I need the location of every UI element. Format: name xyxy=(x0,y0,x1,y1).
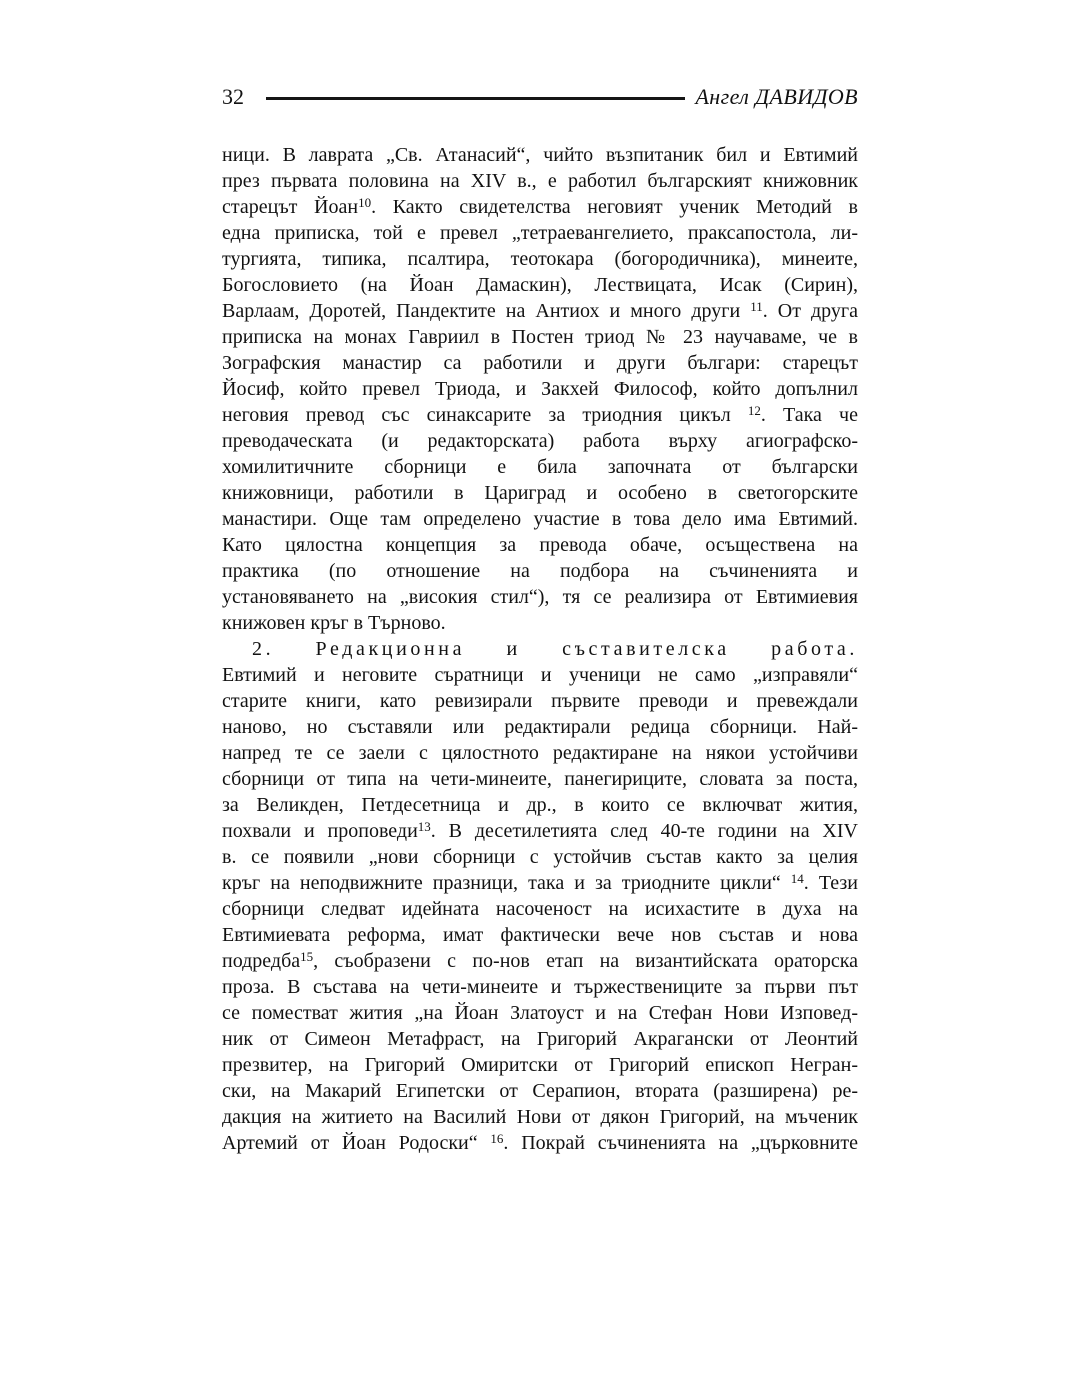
text-line: Евтимиевата реформа, имат фактически вече нов състав и нова xyxy=(222,924,858,946)
text-line: Артемий от Йоан Родоски“ $^{16}$. Покрай съчиненията на „църковните xyxy=(222,1131,858,1154)
text-line: Зографския манастир са работили и други българи: старецът xyxy=(222,352,858,374)
text-line: Варлаам, Доротей, Пандектите на Антиох и много други $^{11}$. От друга xyxy=(222,299,858,322)
text-line: преводаческата (и редакторската) работа върху агиографско- xyxy=(222,430,858,452)
header-rule xyxy=(266,97,685,100)
footnote-marker: 11 xyxy=(750,299,763,314)
running-head-author: Ангел ДАВИДОВ xyxy=(695,84,858,109)
text-line: приписка на монах Гавриил в Постен триод № 23 научаваме, че в xyxy=(222,326,858,348)
footnote-marker: 16 xyxy=(490,1131,504,1146)
text-line: наново, но съставяли или редактирали редица сборници. Най- xyxy=(222,716,858,738)
text-line: ници. В лаврата „Св. Атанасий“, чийто възпитаник бил и Евтимий xyxy=(222,144,858,166)
footnote-marker: 14 xyxy=(790,871,804,886)
text-line: хомилитичните сборници е била започната от български xyxy=(222,456,858,478)
text-line: старецът Йоан$^{10}$. Както свидетелства неговият ученик Методий в xyxy=(222,195,858,218)
text-line: манастири. Още там определено участие в това дело има Евтимий. xyxy=(222,508,858,530)
text-line: се поместват жития „на Йоан Златоуст и на Стефан Нови Изповед- xyxy=(222,1002,858,1024)
text-line: старите книги, като ревизирали първите преводи и превеждали xyxy=(222,690,858,712)
text-line: ник от Симеон Метафраст, на Григорий Акрагански от Леонтий xyxy=(222,1028,858,1050)
text-line: напред те се заели с цялостното редактиране на някои устойчиви xyxy=(222,742,858,764)
text-line: една приписка, той е превел „тетраевангелието, праксапостола, ли- xyxy=(222,222,858,244)
text-line: установяването на „високия стил“), тя се реализира от Евтимиевия xyxy=(222,586,858,608)
text-line: през първата половина на XIV в., е работил българският книжовник xyxy=(222,170,858,192)
text-line: дакция на житието на Василий Нови от дякон Григорий, на мъченик xyxy=(222,1106,858,1128)
text-line: презвитер, на Григорий Омиритски от Григорий епископ Негран- xyxy=(222,1054,858,1076)
paragraph xyxy=(222,142,858,636)
text-line: похвали и проповеди$^{13}$. В десетилетията след 40-те години на XIV xyxy=(222,819,858,842)
footnote-marker: 12 xyxy=(747,403,761,418)
footnote-marker: 15 xyxy=(300,949,314,964)
text-line: тургията, типика, псалтира, теотокара (богородичника), минеите, xyxy=(222,248,858,270)
page-number: 32 xyxy=(222,84,244,109)
section-heading-line: 2. Редакционна и съставителска работа. xyxy=(252,638,858,660)
text-line: сборници следват идейната насоченост на исихастите в духа на xyxy=(222,898,858,920)
text-line: за Великден, Петдесетница и др., в които се включват жития, xyxy=(222,794,858,816)
text-line: Йосиф, който превел Триода, и Закхей Философ, който допълнил xyxy=(222,378,858,400)
text-line: в. се появили „нови сборници с устойчив състав както за целия xyxy=(222,846,858,868)
text-line: книжовен кръг в Търново. xyxy=(222,612,446,634)
text-line: кръг на неподвижните празници, така и за триодните цикли“ $^{14}$. Тези xyxy=(222,871,858,894)
text-line: Богословието (на Йоан Дамаскин), Лествицата, Исак (Сирин), xyxy=(222,274,858,296)
text-line: Като цялостна концепция за превода обаче, осъществена на xyxy=(222,534,858,556)
footnote-marker: 10 xyxy=(358,195,372,210)
text-line: проза. В състава на чети-минеите и тържествениците за първи път xyxy=(222,976,858,998)
text-line: сборници от типа на чети-минеите, панегириците, словата за поста, xyxy=(222,768,858,790)
text-line: книжовници, работили в Цариград и особено в светогорските xyxy=(222,482,858,504)
footnote-marker: 13 xyxy=(417,819,431,834)
text-line: неговия превод със синаксарите за триодния цикъл $^{12}$. Така че xyxy=(222,403,858,426)
text-block xyxy=(222,142,858,1156)
text-line: ски, на Макарий Египетски от Серапион, втората (разширена) ре- xyxy=(222,1080,858,1102)
text-line: практика (по отношение на подбора на съчиненията и xyxy=(222,560,858,582)
text-line: Евтимий и неговите съратници и ученици не само „изправяли“ xyxy=(222,664,858,686)
paragraph xyxy=(222,636,858,1156)
page-header xyxy=(222,84,858,110)
text-line: подредба$^{15}$, съобразени с по-нов етап на византийската ораторска xyxy=(222,949,858,972)
